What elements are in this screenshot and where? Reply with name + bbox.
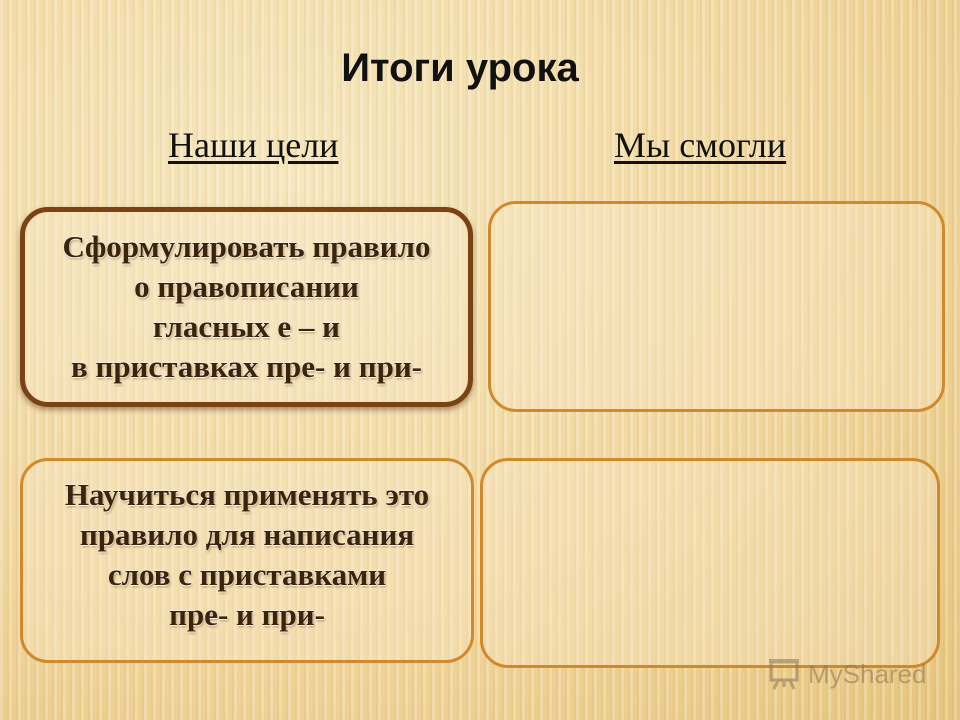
goals-heading: Наши цели bbox=[168, 125, 339, 165]
goal-text-2: Научиться применять это правило для написания слов с приставками пре- и при- bbox=[64, 476, 430, 632]
myshared-watermark bbox=[768, 656, 927, 692]
result-box-2[interactable] bbox=[480, 458, 940, 668]
results-heading: Мы смогли bbox=[614, 125, 787, 165]
projector-board-icon bbox=[768, 658, 802, 690]
slide-title: Итоги урока bbox=[341, 46, 579, 90]
goal-box-2[interactable] bbox=[20, 458, 474, 663]
result-box-1[interactable] bbox=[488, 201, 945, 412]
watermark-text: MyShared bbox=[808, 658, 927, 689]
goal-box-1[interactable] bbox=[20, 207, 473, 407]
goal-text-1: Сформулировать правило о правописании гласных е – и в приставках пре- и при- bbox=[62, 229, 431, 384]
